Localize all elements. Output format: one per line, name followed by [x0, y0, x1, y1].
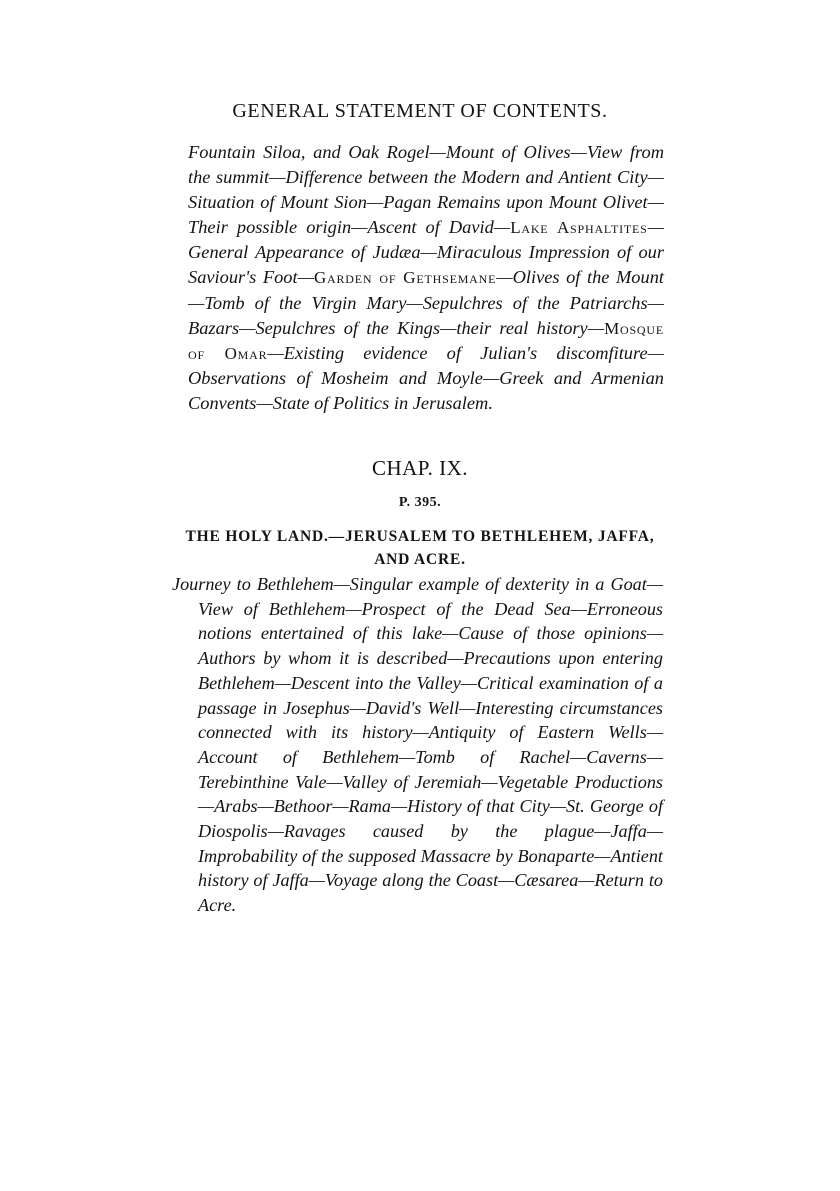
- summary-smallcaps-3: Mosque of Omar: [188, 318, 664, 363]
- summary-text-3: —Olives of the Mount—Tomb of the Virgin Mary—Sepulchres of the Patriarchs—Bazars—Sepulchres of the Kings—their real history—: [188, 267, 665, 338]
- summary-smallcaps-1: Lake Asphaltites: [510, 218, 648, 238]
- chapter-heading: THE HOLY LAND.—JERUSALEM TO BETHLEHEM, JAFFA, AND ACRE.: [185, 528, 655, 568]
- chapter-title: CHAP. IX.: [371, 456, 469, 480]
- summary-text-1: Fountain Siloa, and Oak Rogel—Mount of Olives—View from the summit—Difference between the Modern and Antient City—Situation of Mount Sion—Pagan Remains upon Mount Olivet—Their possible origin—Ascent of David—: [188, 142, 664, 238]
- summary-smallcaps-2: Garden of Gethsemane: [313, 268, 497, 288]
- chapter-ix-summary: Journey to Bethlehem—Singular example of dexterity in a Goat—View of Bethlehem—Prospect of the Dead Sea—Erroneous notions entertained of this lake—Cause of those opinions—Authors by whom it is described—Precautions upon entering Bethlehem—Descent into the Valley—Critical examination of a passage in Josephus—David's Well—Interesting circumstances connected with its history—Antiquity of Eastern Wells—Account of Bethlehem—Tomb of Rachel—Caverns—Terebinthine Vale—Valley of Jeremiah—Vegetable Productions—Arabs—Bethoor—Rama—History of that City—St. George of Diospolis—Ravages caused by the plague—Jaffa—Improbability of the supposed Massacre by Bonaparte—Antient history of Jaffa—Voyage along the Coast—Cæsarea—Return to Acre.: [172, 574, 663, 916]
- summary-text-4: —Existing evidence of Julian's discomfiture—Observations of Mosheim and Moyle—Greek and Armenian Convents—State of Politics in Jerusalem.: [188, 342, 664, 413]
- chapter-viii-summary-continued: [188, 140, 664, 416]
- summary-text-2: —General Appearance of Judæa—Miraculous Impression of our Saviour's Foot—: [188, 217, 664, 288]
- chapter-page-number: P. 395.: [398, 495, 442, 510]
- running-head: GENERAL STATEMENT OF CONTENTS.: [232, 100, 608, 122]
